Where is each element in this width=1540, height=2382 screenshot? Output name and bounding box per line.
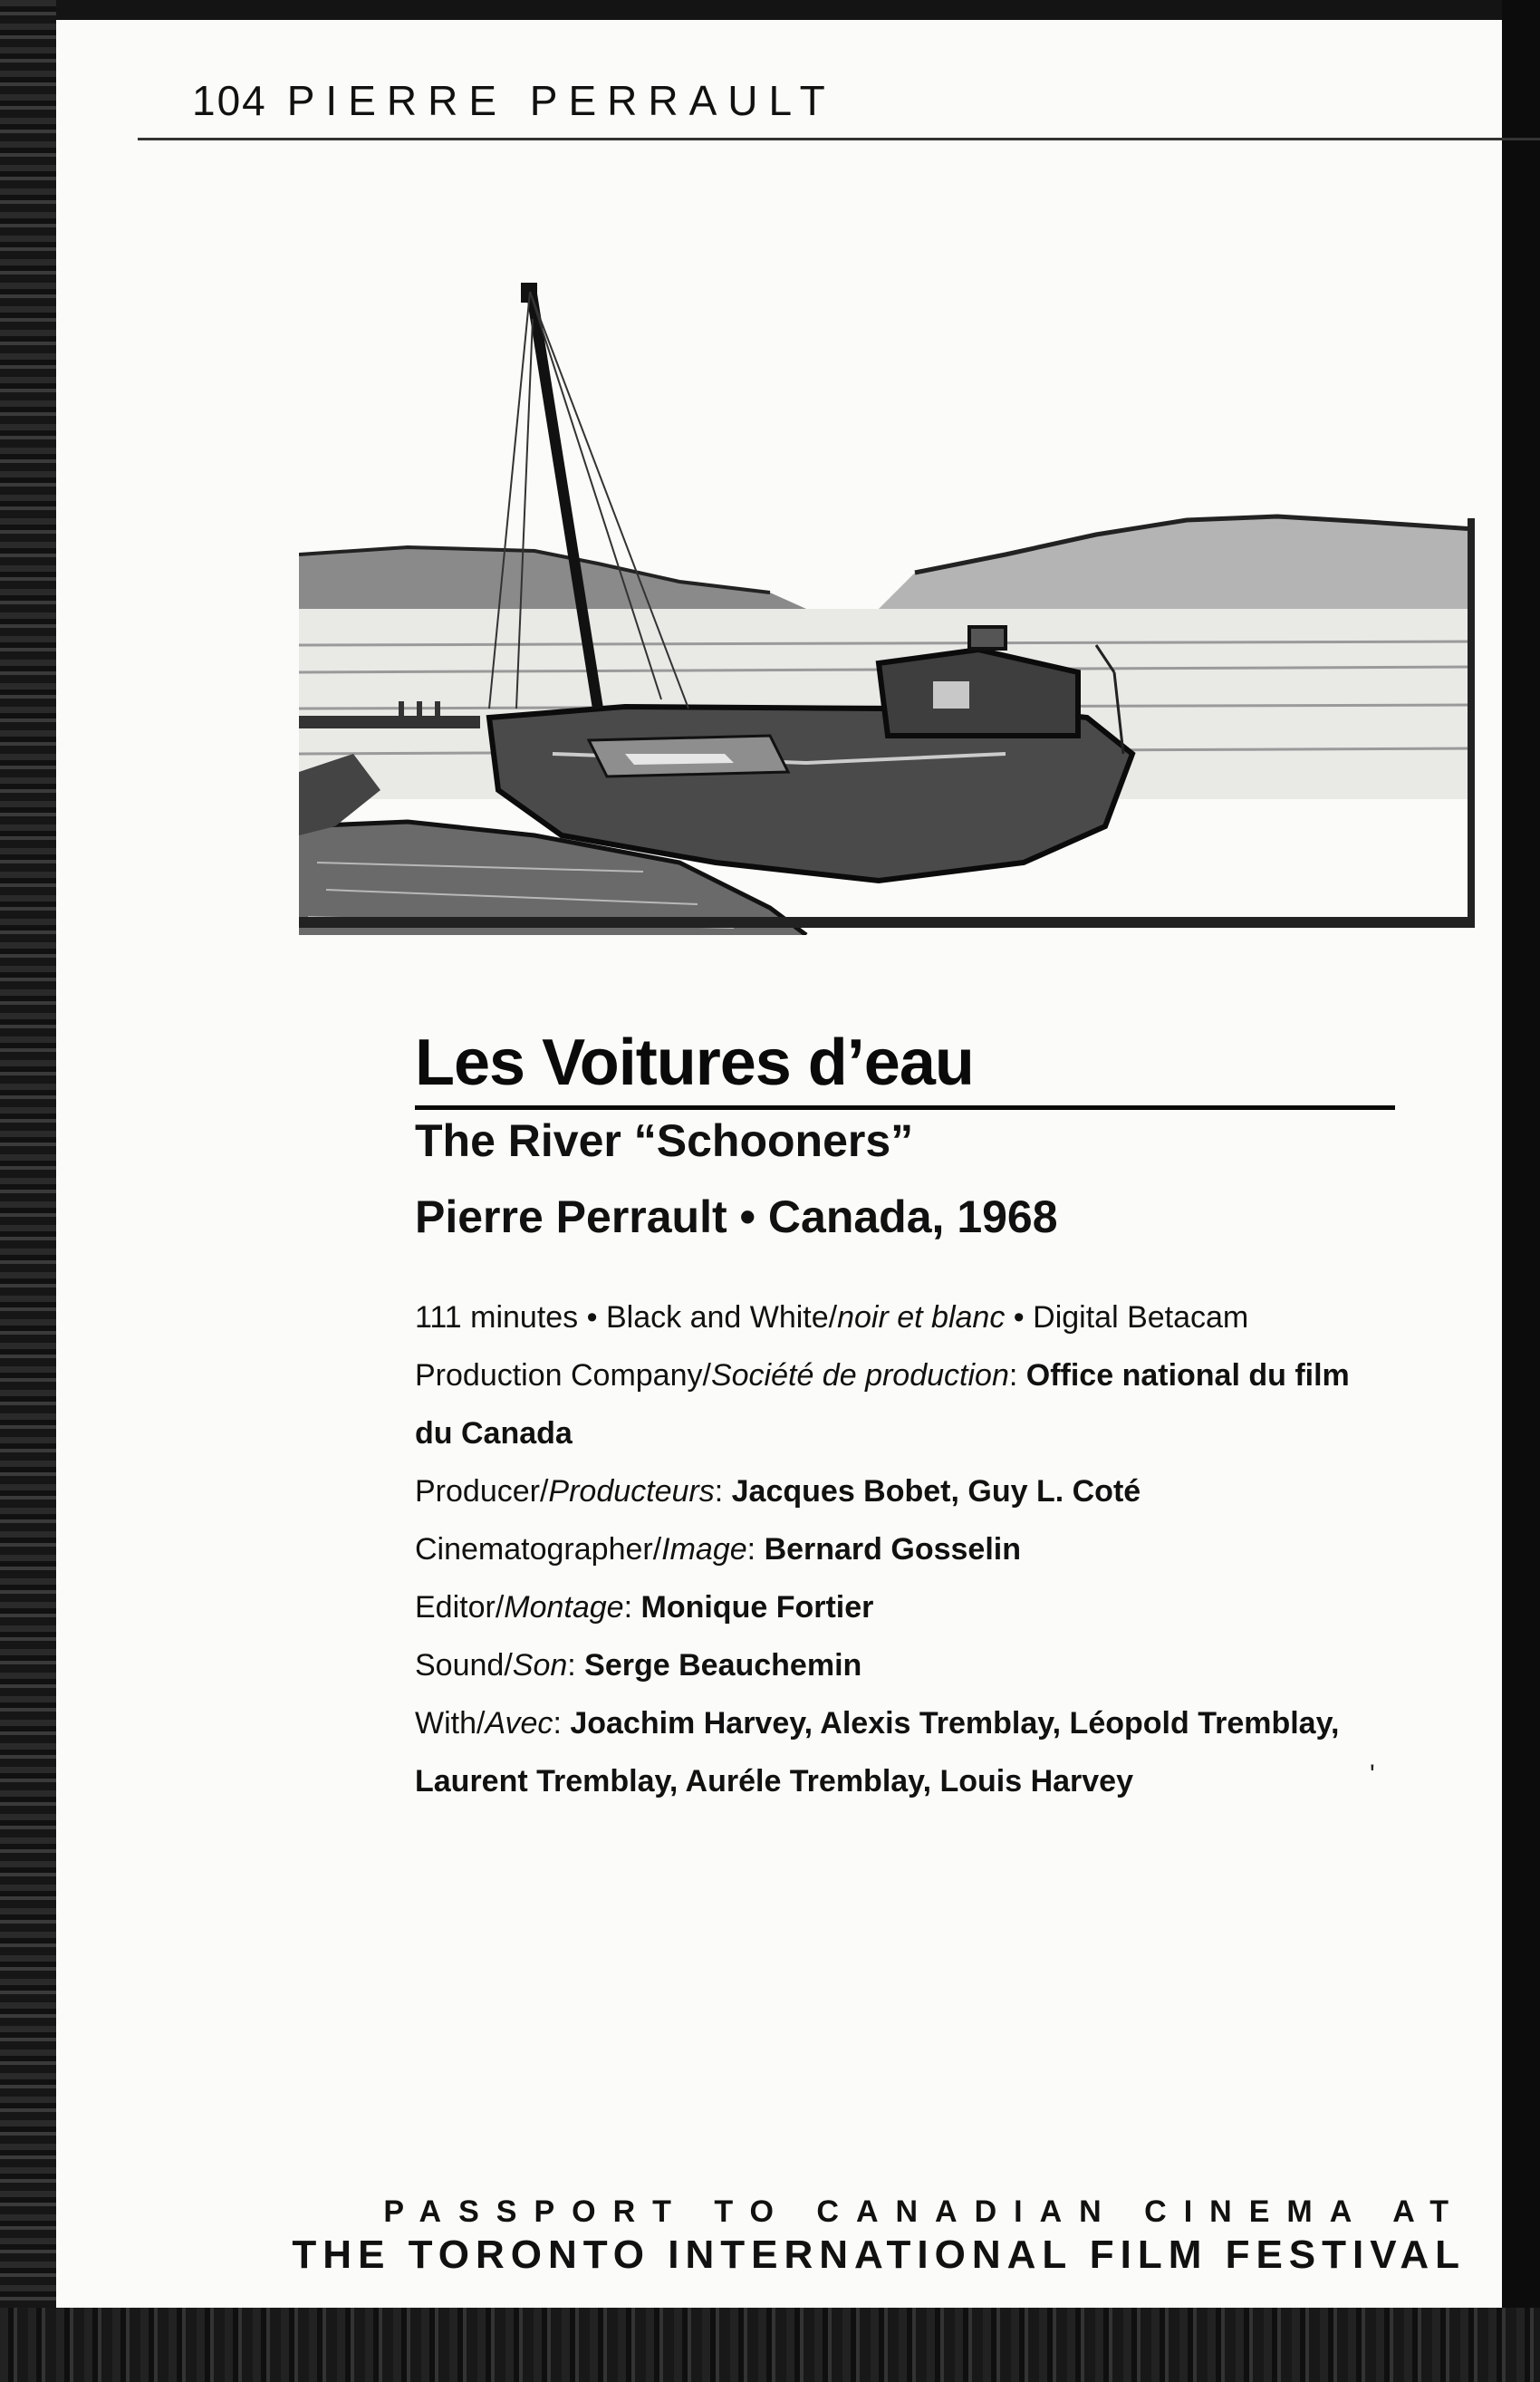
cinematographer-value: Bernard Gosselin [764,1532,1021,1567]
production-value-cont: du Canada [415,1416,573,1451]
page-number: 104 [192,77,267,124]
production-line [415,1346,1429,1404]
production-value: Office national du film [1025,1358,1350,1393]
cast-line-cont [415,1752,1429,1810]
running-head [192,76,836,125]
cinematographer-label-fr: Image [661,1532,747,1567]
footer-line-2: THE TORONTO INTERNATIONAL FILM FESTIVAL [292,2233,1466,2277]
film-english-title: The River “Schooners” [415,1115,914,1166]
editor-value: Monique Fortier [640,1590,874,1625]
production-colon: : [1008,1358,1018,1393]
editor-label-en: Editor/ [415,1590,505,1625]
sound-label-fr: Son [512,1648,568,1683]
cast-colon: : [553,1706,562,1741]
producer-colon: : [714,1474,724,1509]
color-label-en: Black and White/ [605,1300,838,1335]
cast-label-en: With/ [415,1706,486,1741]
editor-line [415,1578,1429,1636]
cast-value-cont: Laurent Tremblay, Auréle Tremblay, Louis Harvey [415,1764,1133,1799]
film-title: Les Voitures d’eau [415,1027,974,1099]
sound-colon: : [567,1648,576,1683]
sound-label-en: Sound/ [415,1648,513,1683]
title-rule [415,1105,1395,1110]
header-rule [138,138,1540,140]
scan-border-top [0,0,1540,20]
film-still-photo [299,283,1475,935]
stray-mark: ' [1370,1760,1375,1789]
editor-label-fr: Montage [504,1590,624,1625]
scan-border-left [0,0,56,2382]
media-format: • Digital Betacam [1013,1300,1249,1335]
credits-block [415,1288,1429,1810]
editor-colon: : [623,1590,633,1625]
production-line-cont [415,1404,1429,1462]
footer-line-1: PASSPORT TO CANADIAN CINEMA AT [383,2194,1466,2229]
running-time: 111 minutes • [415,1300,598,1335]
producer-value: Jacques Bobet, Guy L. Coté [731,1474,1141,1509]
format-line [415,1288,1429,1346]
cinematographer-line [415,1520,1429,1578]
cast-value: Joachim Harvey, Alexis Tremblay, Léopold Tremblay, [570,1706,1340,1741]
running-title: PIERRE PERRAULT [286,77,836,124]
producer-label-fr: Producteurs [548,1474,715,1509]
color-label-fr: noir et blanc [837,1300,1006,1335]
cast-line [415,1694,1429,1752]
production-label-fr: Société de production [710,1358,1009,1393]
sound-value: Serge Beauchemin [584,1648,862,1683]
cinematographer-label-en: Cinematographer/ [415,1532,662,1567]
producer-label-en: Producer/ [415,1474,549,1509]
scan-border-right [1502,0,1540,2382]
scan-border-bottom [0,2308,1540,2382]
producer-line [415,1462,1429,1520]
cast-label-fr: Avec [485,1706,553,1741]
sound-line [415,1636,1429,1694]
cinematographer-colon: : [746,1532,756,1567]
production-label-en: Production Company/ [415,1358,711,1393]
document-page [56,20,1502,2308]
film-byline: Pierre Perrault • Canada, 1968 [415,1191,1058,1242]
